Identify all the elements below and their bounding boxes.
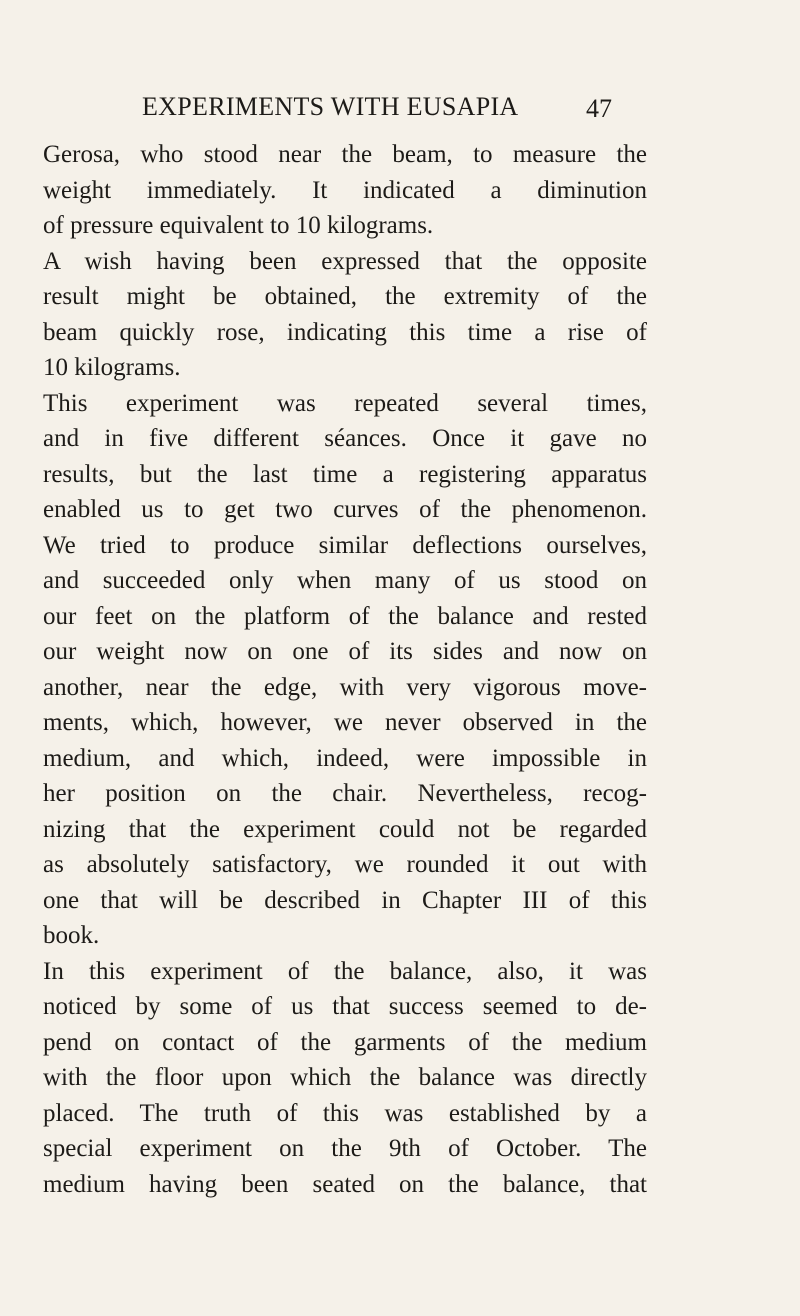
text-line: placed. The truth of this was established by a xyxy=(43,1099,647,1127)
running-title: EXPERIMENTS WITH EUSAPIA xyxy=(142,92,519,121)
text-line: our feet on the platform of the balance and rested xyxy=(43,602,647,630)
text-line: her position on the chair. Nevertheless, recog- xyxy=(43,780,647,807)
page-number: 47 xyxy=(586,94,612,123)
text-line: 10 kilograms. xyxy=(43,354,181,381)
text-line: and succeeded only when many of us stood on xyxy=(43,567,647,594)
text-line: In this experiment of the balance, also, it was xyxy=(43,957,647,985)
text-line: We tried to produce similar deflections ourselves, xyxy=(43,531,647,559)
running-head xyxy=(0,92,800,126)
text-line: Gerosa, who stood near the beam, to measure the xyxy=(43,141,647,168)
text-line: medium having been seated on the balance, that xyxy=(43,1170,647,1198)
text-line: as absolutely satisfactory, we rounded it out with xyxy=(43,851,647,878)
text-line: enabled us to get two curves of the phenomenon. xyxy=(43,496,647,523)
text-line: beam quickly rose, indicating this time a rise of xyxy=(43,318,647,346)
text-line: and in five different séances. Once it gave no xyxy=(43,425,647,452)
text-line: This experiment was repeated several times, xyxy=(43,389,647,417)
text-line: weight immediately. It indicated a diminution xyxy=(43,176,647,204)
text-line: result might be obtained, the extremity of the xyxy=(43,283,647,310)
text-line: book. xyxy=(43,922,100,949)
text-line: results, but the last time a registering apparatus xyxy=(43,460,647,488)
text-line: medium, and which, indeed, were impossible in xyxy=(43,744,647,772)
text-line: nizing that the experiment could not be regarded xyxy=(43,815,647,843)
text-line: our weight now on one of its sides and now on xyxy=(43,638,647,665)
body-text xyxy=(43,137,647,1202)
text-line: noticed by some of us that success seemed to de- xyxy=(43,993,647,1020)
text-line: A wish having been expressed that the opposite xyxy=(43,247,647,275)
text-line: pend on contact of the garments of the medium xyxy=(43,1028,647,1056)
text-line: of pressure equivalent to 10 kilograms. xyxy=(43,212,434,239)
text-line: one that will be described in Chapter III of this xyxy=(43,886,647,914)
text-line: special experiment on the 9th of October. The xyxy=(43,1135,647,1162)
text-line: with the floor upon which the balance was directly xyxy=(43,1064,647,1091)
text-line: ments, which, however, we never observed in the xyxy=(43,709,647,736)
text-line: another, near the edge, with very vigorous move- xyxy=(43,673,647,701)
